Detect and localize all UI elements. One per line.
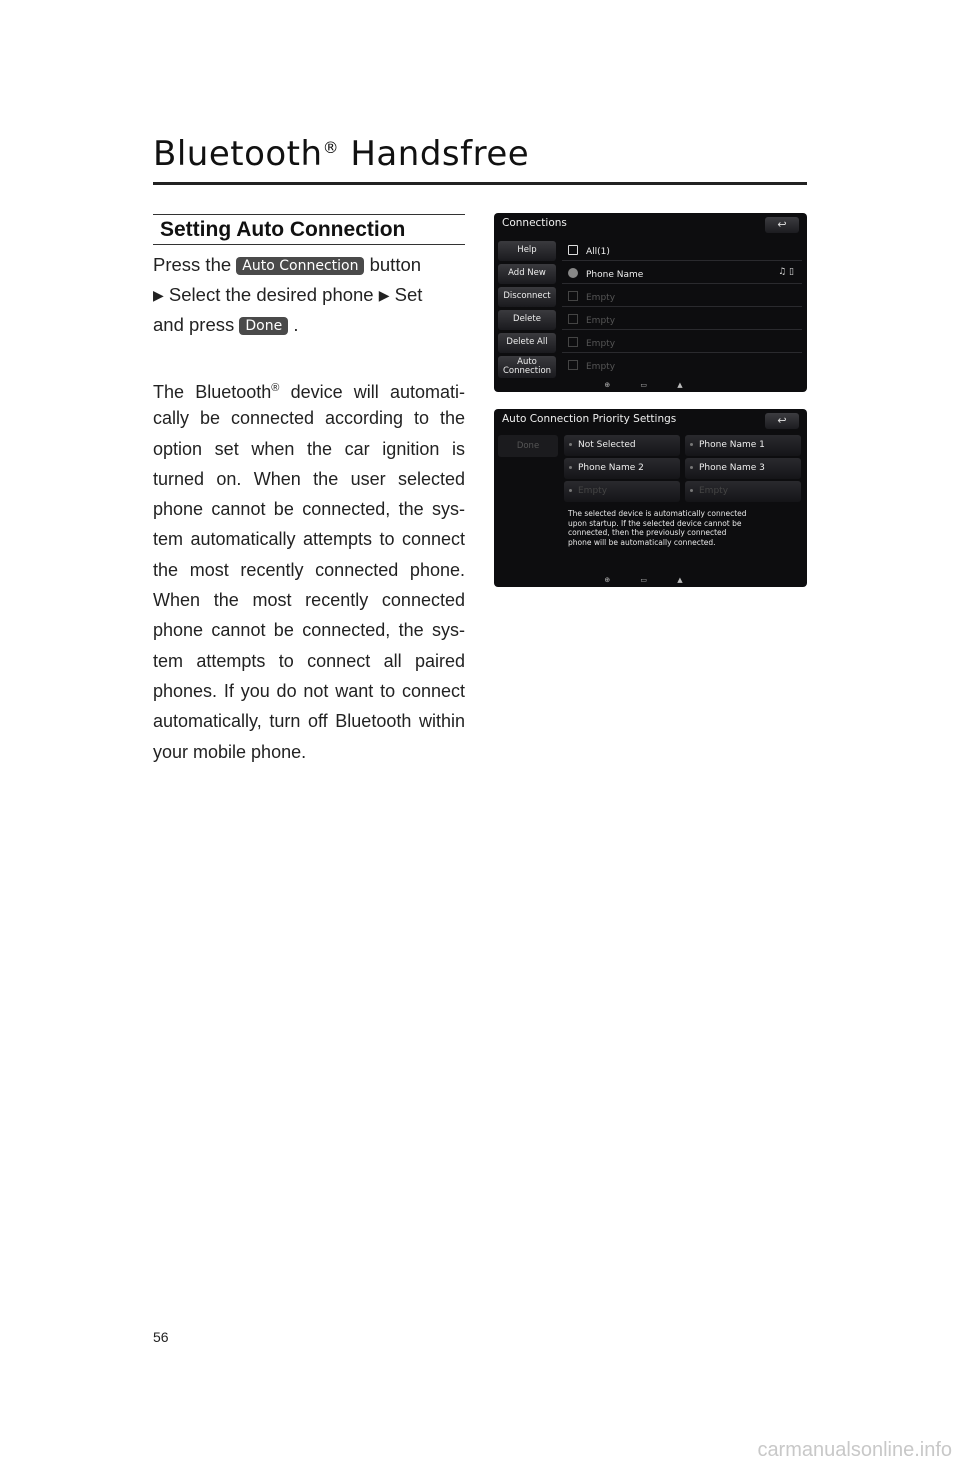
done-button[interactable]: Done	[498, 435, 558, 457]
body-text-part: The Bluetooth	[153, 382, 272, 402]
row-label: Phone Name	[586, 270, 644, 280]
instr-text: Press the	[153, 254, 232, 275]
body-line: the most recently connected phone.	[153, 559, 465, 580]
row-label: Empty	[586, 362, 616, 372]
arrow-right-icon: ▶	[378, 287, 390, 303]
title-text-rest: Handsfree	[339, 134, 530, 174]
list-item-empty	[562, 332, 802, 353]
row-label: Empty	[586, 316, 616, 326]
connection-label: Connection	[502, 366, 552, 376]
priority-option[interactable]	[564, 458, 680, 479]
delete-button[interactable]: Delete	[498, 310, 556, 330]
body-line: phone cannot be connected, the sys-	[153, 620, 465, 641]
phone-icon	[568, 291, 578, 301]
section-rule-top	[153, 214, 465, 215]
priority-option-disabled	[564, 481, 680, 502]
body-line	[153, 373, 465, 403]
priority-option-disabled	[685, 481, 801, 502]
body-line: phones. If you do not want to connect	[153, 680, 465, 701]
page-number: 56	[153, 1329, 169, 1345]
connections-screen	[494, 213, 807, 392]
body-line: your mobile phone.	[153, 741, 307, 762]
add-new-button[interactable]: Add New	[498, 264, 556, 284]
list-item-phone[interactable]	[562, 263, 802, 284]
instr-text: Set	[394, 284, 423, 305]
option-label: Not Selected	[578, 440, 636, 450]
body-line: cally be connected according to the	[153, 408, 465, 429]
instruction-line-3	[153, 314, 465, 336]
disconnect-button[interactable]: Disconnect	[498, 287, 556, 307]
list-item-empty	[562, 286, 802, 307]
priority-option[interactable]	[564, 435, 680, 456]
instr-text: button	[369, 254, 422, 275]
phone-icon	[568, 314, 578, 324]
instr-text: Select the desired phone	[168, 284, 374, 305]
instruction-line-2	[153, 284, 465, 306]
back-button[interactable]: ↩	[765, 217, 799, 233]
audio-phone-icons: ♫ ▯	[778, 267, 794, 277]
priority-settings-screen	[494, 409, 807, 587]
option-label: Empty	[578, 486, 608, 496]
instr-text: .	[293, 314, 299, 335]
list-item-empty	[562, 355, 802, 376]
status-bar: ⊕ ▭ ▲	[604, 381, 697, 389]
body-line: turned on. When the user selected	[153, 468, 465, 489]
watermark: carmanualsonline.info	[757, 1439, 952, 1461]
auto-connection-button-label: Auto Connection	[236, 257, 364, 275]
page-title	[153, 134, 529, 174]
body-paragraph	[153, 373, 465, 767]
radio-dot-icon	[690, 489, 693, 492]
priority-option[interactable]	[685, 435, 801, 456]
bluetooth-icon	[568, 268, 578, 278]
radio-dot-icon	[569, 489, 572, 492]
arrow-right-icon: ▶	[153, 287, 164, 303]
radio-dot-icon	[569, 466, 572, 469]
registered-mark: ®	[271, 382, 280, 394]
info-message	[568, 509, 798, 547]
list-item-empty	[562, 309, 802, 330]
body-text-part: device will automati-	[279, 382, 465, 402]
body-line: When the most recently connected	[153, 590, 465, 611]
done-button-label: Done	[239, 317, 288, 335]
screen-title: Auto Connection Priority Settings	[502, 413, 677, 425]
delete-all-button[interactable]: Delete All	[498, 333, 556, 353]
registered-mark: ®	[322, 138, 340, 157]
option-label: Phone Name 1	[699, 440, 765, 450]
back-button[interactable]: ↩	[765, 413, 799, 429]
phone-icon	[568, 337, 578, 347]
info-line: connected, then the previously connected	[568, 528, 727, 537]
row-label: Empty	[586, 339, 616, 349]
body-line: tem attempts to connect all paired	[153, 650, 465, 671]
title-divider	[153, 182, 807, 185]
info-line: phone will be automatically connected.	[568, 537, 716, 547]
body-line: tem automatically attempts to connect	[153, 529, 465, 550]
option-label: Phone Name 2	[578, 463, 644, 473]
screen-title: Connections	[502, 217, 567, 229]
radio-dot-icon	[569, 443, 572, 446]
phone-icon	[568, 245, 578, 255]
phone-icon	[568, 360, 578, 370]
title-text: Bluetooth	[153, 134, 323, 174]
row-label: Empty	[586, 293, 616, 303]
body-line: option set when the car ignition is	[153, 438, 465, 459]
section-rule-bottom	[153, 244, 465, 245]
body-line: automatically, turn off Bluetooth within	[153, 711, 465, 732]
radio-dot-icon	[690, 466, 693, 469]
info-line: upon startup. If the selected device cannot be	[568, 518, 742, 528]
help-button[interactable]: Help	[498, 241, 556, 261]
instr-text: and press	[153, 314, 235, 335]
auto-connection-button[interactable]	[498, 356, 556, 378]
instruction-line-1	[153, 254, 465, 276]
list-item-all[interactable]	[562, 240, 802, 261]
radio-dot-icon	[690, 443, 693, 446]
body-line: phone cannot be connected, the sys-	[153, 499, 465, 520]
info-line: The selected device is automatically connected	[568, 509, 747, 518]
option-label: Empty	[699, 486, 729, 496]
auto-label: Auto	[517, 357, 537, 367]
status-bar: ⊕ ▭ ▲	[604, 576, 697, 584]
option-label: Phone Name 3	[699, 463, 765, 473]
section-title: Setting Auto Connection	[160, 218, 406, 241]
row-label: All(1)	[586, 247, 610, 257]
priority-option[interactable]	[685, 458, 801, 479]
